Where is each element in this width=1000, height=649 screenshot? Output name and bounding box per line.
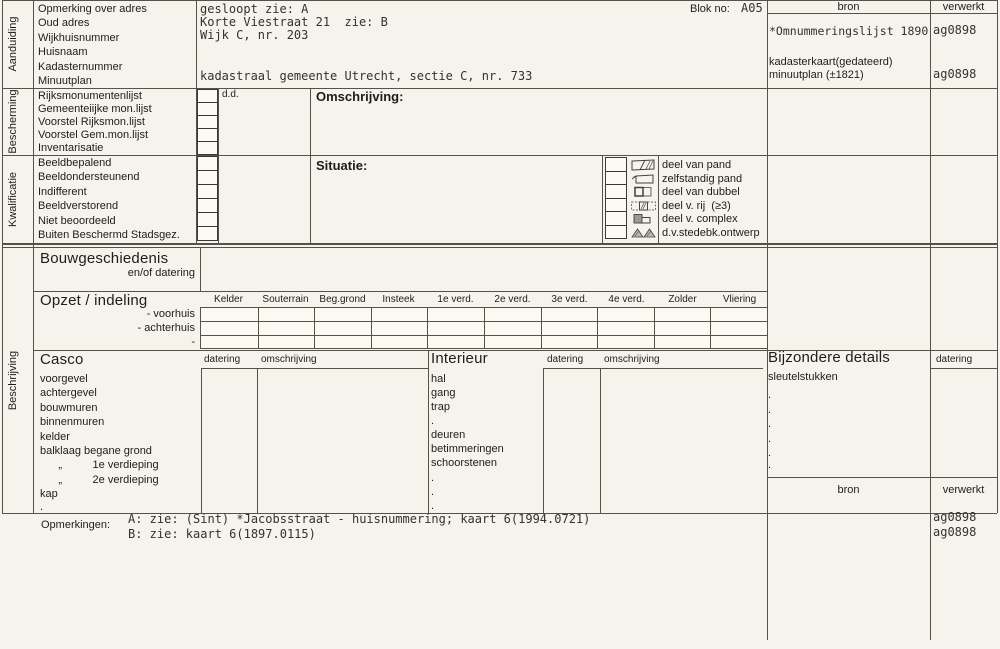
blok-no-value: A05 <box>741 1 763 15</box>
divider <box>767 477 997 478</box>
checkbox-gemeentelijke-lijst[interactable] <box>197 102 218 116</box>
bijzondere-bron-header: bron <box>837 484 860 496</box>
checkbox-beeldbepalend[interactable] <box>197 156 218 171</box>
field-label-opmerking-over-adres: Opmerking over adres <box>38 3 147 15</box>
field-label-minuutplan: Minuutplan <box>38 75 92 87</box>
casco-row-balklaag-1e-verdieping: „ 1e verdieping <box>40 459 159 471</box>
divider <box>200 248 201 291</box>
opmerkingen-line-b: B: zie: kaart 6(1897.0115) <box>128 527 316 541</box>
opzet-col-1e-verd: 1e verd. <box>437 294 474 305</box>
kwalificatie-item-buiten-stadsgez: Buiten Beschermd Stadsgez. <box>38 229 180 241</box>
checkbox-buiten-stadsgez[interactable] <box>197 226 218 241</box>
interieur-row-dot-3: . <box>431 486 435 498</box>
checkbox-beeldverstorend[interactable] <box>197 198 218 213</box>
checkbox-deel-van-pand[interactable] <box>605 157 627 172</box>
omschrijving-heading: Omschrijving: <box>316 89 404 104</box>
checkbox-indifferent[interactable] <box>197 184 218 199</box>
field-label-kadasternummer: Kadasternummer <box>38 61 123 73</box>
divider <box>602 155 603 245</box>
opmerkingen-verwerkt-1: ag0898 <box>933 510 977 524</box>
bescherming-item-voorstel-gem: Voorstel Gem.mon.lijst <box>38 129 149 141</box>
checkbox-voorstel-gem[interactable] <box>197 128 218 142</box>
opzet-col-3e-verd: 3e verd. <box>551 294 588 305</box>
bescherming-item-rijksmonumentenlijst: Rijksmonumentenlijst <box>38 90 142 102</box>
interieur-row-dot-1: . <box>431 415 435 427</box>
section-label-bescherming: Bescherming <box>7 89 19 154</box>
checkbox-deel-v-rij[interactable] <box>605 198 627 213</box>
casco-datering-header: datering <box>204 354 241 365</box>
casco-row-bouwmuren: bouwmuren <box>40 402 98 414</box>
kwalificatie-item-indifferent: Indifferent <box>38 186 87 198</box>
checkbox-deel-van-dubbel[interactable] <box>605 184 627 199</box>
divider <box>428 350 429 513</box>
opzet-grid[interactable] <box>200 307 768 349</box>
bescherming-item-voorstel-rijksmon: Voorstel Rijksmon.lijst <box>38 116 145 128</box>
casco-row-voorgevel: voorgevel <box>40 373 88 385</box>
interieur-row-trap: trap <box>431 401 450 413</box>
typed-oud-adres-value: Korte Viestraat 21 zie: B <box>200 15 388 29</box>
dd-label: d.d. <box>222 89 239 100</box>
opzet-row-label-blank: - <box>191 336 195 348</box>
situatie-option-deel-van-pand: deel van pand <box>662 159 732 171</box>
bijzondere-dot-5: . <box>768 447 772 459</box>
kwalificatie-item-niet-beoordeeld: Niet beoordeeld <box>38 215 116 227</box>
bijzondere-row-sleutelstukken: sleutelstukken <box>768 371 838 383</box>
interieur-row-deuren: deuren <box>431 429 466 441</box>
opzet-col-2e-verd: 2e verd. <box>494 294 531 305</box>
opzet-col-kelder: Kelder <box>214 294 243 305</box>
verwerkt-entry-1: ag0898 <box>933 23 977 37</box>
situatie-option-zelfstandig-pand: zelfstandig pand <box>662 172 743 185</box>
divider <box>201 368 202 513</box>
divider <box>33 0 34 513</box>
opzet-row-label-achterhuis: - achterhuis <box>137 322 195 334</box>
situatie-option-deel-v-rij: deel v. rij (≥3) <box>662 199 731 212</box>
section-label-kwalificatie: Kwalificatie <box>7 171 19 228</box>
blok-no-label: Blok no: <box>690 3 730 15</box>
verwerkt-column-header: verwerkt <box>942 1 985 13</box>
interieur-omschrijving-header: omschrijving <box>604 354 660 365</box>
opmerkingen-label: Opmerkingen: <box>41 519 111 531</box>
situatie-option-deel-v-complex: deel v. complex <box>662 213 738 225</box>
bron-column-header: bron <box>837 1 860 13</box>
bijzondere-datering-header: datering <box>936 354 973 365</box>
divider <box>310 88 311 245</box>
checkbox-rijksmonumentenlijst[interactable] <box>197 89 218 103</box>
divider <box>543 368 763 369</box>
casco-row-balklaag-begane-grond: balklaag begane grond <box>40 445 152 457</box>
interieur-row-betimmeringen: betimmeringen <box>431 443 504 455</box>
checkbox-niet-beoordeeld[interactable] <box>197 212 218 227</box>
typed-opmerking-value: gesloopt zie: A <box>200 2 309 16</box>
part-of-building-icon <box>630 158 657 171</box>
opzet-col-vliering: Vliering <box>722 294 757 305</box>
field-label-oud-adres: Oud adres <box>38 17 90 29</box>
casco-row-kap: kap <box>40 488 58 500</box>
divider <box>2 0 3 513</box>
casco-row-achtergevel: achtergevel <box>40 387 97 399</box>
interieur-row-dot-4: . <box>431 500 435 512</box>
interieur-row-schoorstenen: schoorstenen <box>431 457 498 469</box>
casco-row-kelder: kelder <box>40 431 70 443</box>
section-label-beschrijving: Beschrijving <box>7 350 19 411</box>
double-building-icon <box>630 185 657 198</box>
divider <box>2 247 997 248</box>
opzet-col-4e-verd: 4e verd. <box>608 294 645 305</box>
divider <box>2 155 997 156</box>
bijzondere-dot-1: . <box>768 389 772 401</box>
kwalificatie-item-beeldverstorend: Beeldverstorend <box>38 200 119 212</box>
checkbox-inventarisatie[interactable] <box>197 141 218 155</box>
bouwgeschiedenis-title: Bouwgeschiedenis <box>40 250 169 267</box>
bijzondere-dot-2: . <box>768 404 772 416</box>
bijzondere-dot-3: . <box>768 418 772 430</box>
divider <box>218 88 219 245</box>
bijzondere-verwerkt-header: verwerkt <box>942 484 985 496</box>
checkbox-deel-v-complex[interactable] <box>605 211 627 226</box>
field-label-wijkhuisnummer: Wijkhuisnummer <box>38 32 120 44</box>
divider <box>600 368 601 513</box>
checkbox-beeldondersteunend[interactable] <box>197 170 218 185</box>
bescherming-item-gemeentelijke-lijst: Gemeenteiijke mon.lijst <box>38 103 152 115</box>
divider <box>930 368 997 369</box>
opzet-col-insteek: Insteek <box>382 294 415 305</box>
kwalificatie-item-beeldondersteunend: Beeldondersteunend <box>38 171 140 183</box>
casco-omschrijving-header: omschrijving <box>261 354 317 365</box>
opmerkingen-verwerkt-2: ag0898 <box>933 525 977 539</box>
section-label-aanduiding: Aanduiding <box>7 16 19 72</box>
row-building-icon <box>630 199 657 212</box>
bron-entry-omnummeringslijst: *Omnummeringslijst 1890 <box>769 24 929 38</box>
interieur-row-gang: gang <box>431 387 456 399</box>
interieur-title: Interieur <box>431 350 488 367</box>
detached-building-icon <box>630 172 657 185</box>
field-label-huisnaam: Huisnaam <box>38 46 88 58</box>
casco-row-balklaag-2e-verdieping: „ 2e verdieping <box>40 474 159 486</box>
checkbox-zelfstandig-pand[interactable] <box>605 171 627 186</box>
opzet-col-beg-grond: Beg.grond <box>319 294 366 305</box>
opzet-col-zolder: Zolder <box>668 294 697 305</box>
bouwgeschiedenis-subtitle: en/of datering <box>127 267 195 279</box>
divider <box>997 0 998 513</box>
verwerkt-entry-2: ag0898 <box>933 67 977 81</box>
divider <box>257 368 258 513</box>
bron-entry-kadasterkaart: kadasterkaart(gedateerd) <box>769 56 893 68</box>
situatie-heading: Situatie: <box>316 158 368 173</box>
urban-design-icon <box>630 226 657 239</box>
typed-wijkhuisnummer-value: Wijk C, nr. 203 <box>200 28 309 42</box>
kwalificatie-item-beeldbepalend: Beeldbepalend <box>38 157 112 169</box>
bijzondere-dot-6: . <box>768 459 772 471</box>
opzet-row-label-voorhuis: - voorhuis <box>146 308 195 320</box>
opzet-col-souterrain: Souterrain <box>262 294 309 305</box>
divider <box>543 368 544 513</box>
interieur-row-hal: hal <box>431 373 446 385</box>
interieur-datering-header: datering <box>547 354 584 365</box>
situatie-option-stedebk-ontwerp: d.v.stedebk.ontwerp <box>662 226 760 239</box>
casco-row-binnenmuren: binnenmuren <box>40 416 105 428</box>
divider <box>658 155 659 245</box>
bijzondere-dot-4: . <box>768 433 772 445</box>
typed-kadastraal-value: kadastraal gemeente Utrecht, sectie C, nr. 733 <box>200 69 533 83</box>
situatie-option-deel-van-dubbel: deel van dubbel <box>662 186 740 198</box>
checkbox-voorstel-rijksmon[interactable] <box>197 115 218 129</box>
opzet-indeling-title: Opzet / indeling <box>40 292 148 309</box>
casco-row-dot: . <box>40 501 44 513</box>
bescherming-item-inventarisatie: Inventarisatie <box>38 142 104 154</box>
bijzondere-details-title: Bijzondere details <box>768 349 891 366</box>
opmerkingen-line-a: A: zie: (Sint) *Jacobsstraat - huisnummering; kaart 6(1994.0721) <box>128 512 591 526</box>
casco-title: Casco <box>40 351 84 368</box>
complex-icon <box>630 212 657 225</box>
divider <box>2 88 997 89</box>
divider <box>201 368 428 369</box>
bron-entry-minuutplan: minuutplan (±1821) <box>769 69 864 81</box>
interieur-row-dot-2: . <box>431 472 435 484</box>
checkbox-stedebk-ontwerp[interactable] <box>605 225 627 240</box>
divider <box>930 0 931 640</box>
divider <box>2 243 997 245</box>
